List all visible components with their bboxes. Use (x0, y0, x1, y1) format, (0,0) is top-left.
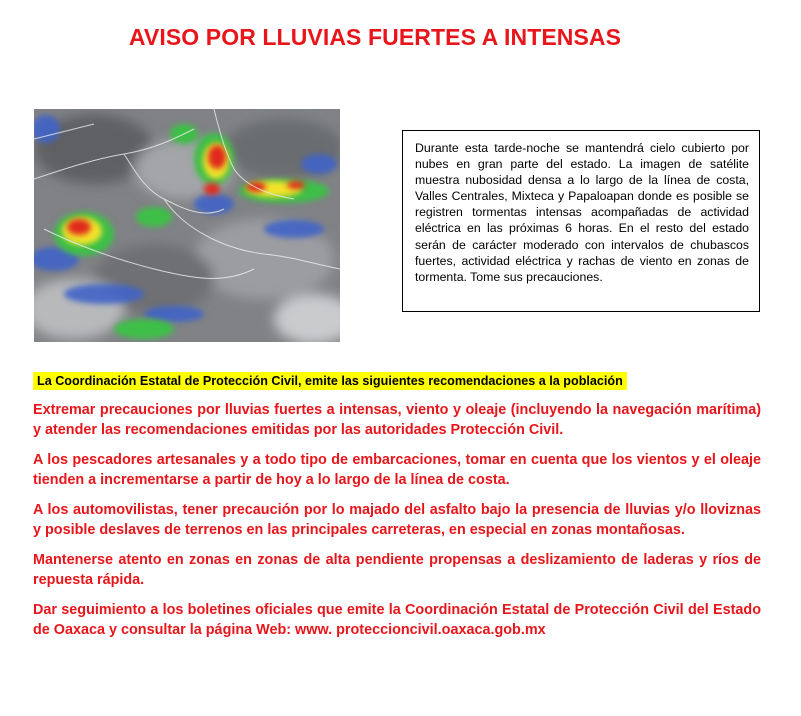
satellite-image (34, 109, 340, 342)
recommendation-slopes: Mantenerse atento en zonas en zonas de alta pendiente propensas a deslizamiento de laderas y ríos de repuesta rápida. (33, 552, 761, 588)
recommendations-banner: La Coordinación Estatal de Protección Civil, emite las siguientes recomendaciones a la población (33, 372, 627, 390)
recommendation-fishermen-boats: A los pescadores artesanales y a todo tipo de embarcaciones, tomar en cuenta que los vientos y el oleaje tienden a incrementarse a partir de hoy a lo largo de la línea de costa. (33, 452, 761, 488)
recommendations-list (33, 400, 761, 650)
recommendation-official-bulletins: Dar seguimiento a los boletines oficiales que emite la Coordinación Estatal de Protección Civil del Estado de Oaxaca y consultar la página Web: www. proteccioncivil.oaxaca.gob.mx (33, 602, 761, 638)
page-title: AVISO POR LLUVIAS FUERTES A INTENSAS (128, 24, 622, 50)
description-box (402, 130, 760, 312)
recommendation-drivers: A los automovilistas, tener precaución por lo majado del asfalto bajo la presencia de lluvias y/o lloviznas y posible deslaves de terrenos en las principales carreteras, en especial en zonas montañosas. (33, 502, 761, 538)
recommendation-fishermen-navigation: Extremar precauciones por lluvias fuertes a intensas, viento y oleaje (incluyendo la navegación marítima) y atender las recomendaciones emitidas por las autoridades Protección Civil. (33, 402, 761, 438)
description-text: Durante esta tarde-noche se mantendrá cielo cubierto por nubes en gran parte del estado. La imagen de satélite muestra nubosidad densa a lo largo de la línea de costa, Valles Centrales, Mixteca y Papaloapan donde es posible se registren tormentas intensas acompañadas de actividad eléctrica en las próximas 6 horas. En el resto del estado serán de carácter moderado con intervalos de chubascos fuertes, actividad eléctrica y rachas de viento en zonas de tormenta. Tome sus precauciones. (415, 141, 749, 284)
